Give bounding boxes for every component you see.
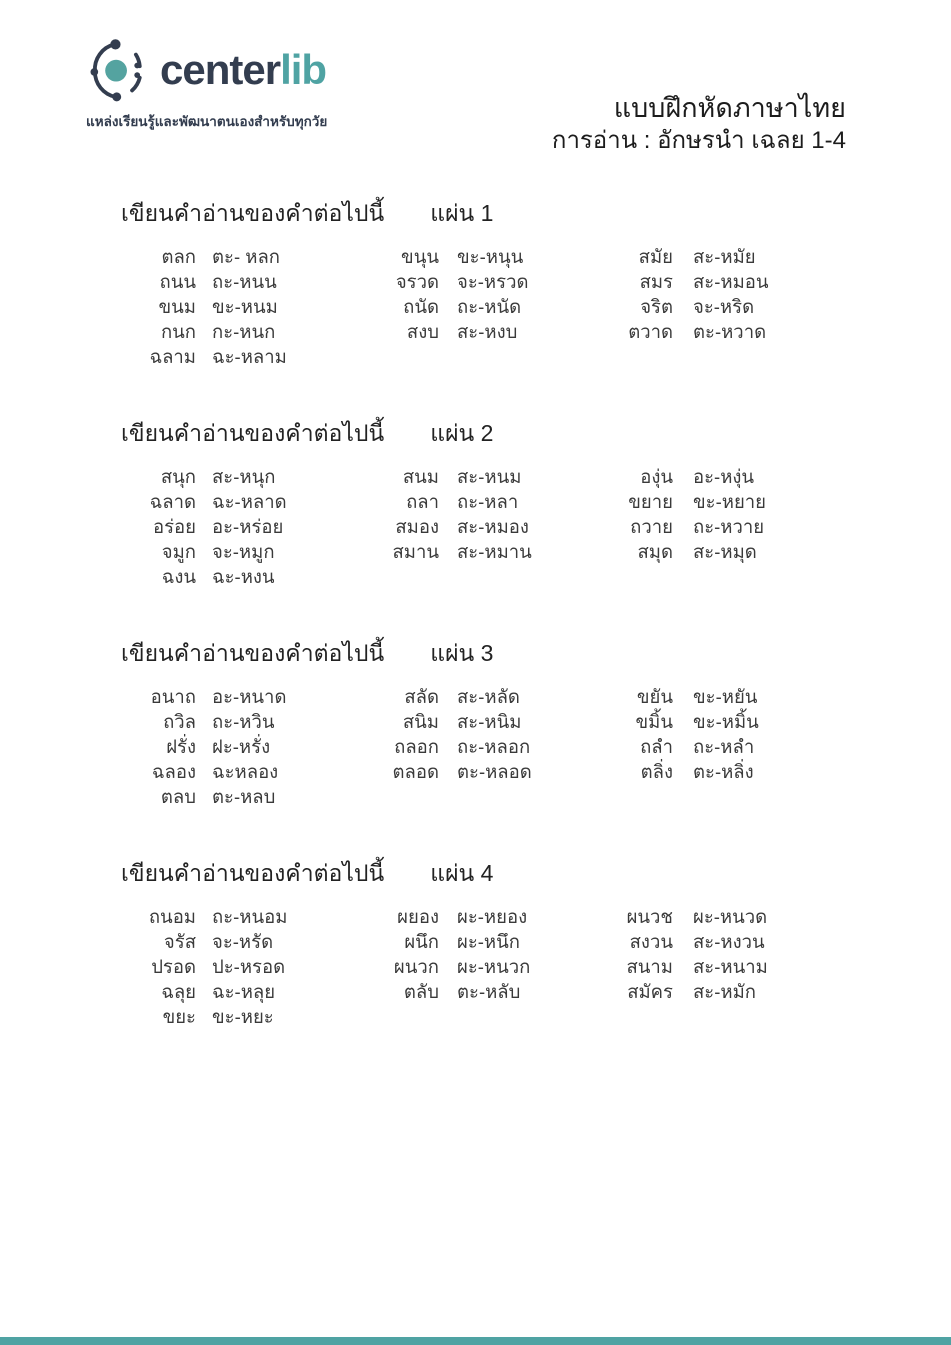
word-reading-answer: กะ-หนก [212, 321, 276, 342]
thai-word: ฉลาด [149, 491, 196, 512]
word-reading-answer: สะ-หมุด [693, 541, 757, 562]
thai-word: ขนม [158, 296, 196, 317]
word-entry [371, 489, 611, 514]
section-heading [121, 196, 951, 232]
word-entry [371, 929, 611, 954]
thai-word: ผนึก [404, 931, 439, 952]
word-entry [371, 539, 611, 564]
thai-word: สงวน [629, 931, 673, 952]
thai-word: จรวด [395, 271, 439, 292]
word-entry [371, 759, 611, 784]
word-reading-answer: สะ-หมัก [693, 981, 756, 1002]
centerlib-orbit-icon [86, 38, 150, 102]
word-reading-answer: ถะ-หวาย [693, 516, 765, 537]
word-entry [371, 979, 611, 1004]
thai-word: ตลอด [392, 761, 439, 782]
word-reading-answer: ขะ-หนม [212, 296, 278, 317]
word-column-3 [611, 464, 851, 564]
word-entry [121, 489, 371, 514]
word-reading-answer: ตะ-หลบ [212, 786, 276, 807]
section-columns [121, 244, 951, 369]
thai-word: ผยอง [397, 906, 439, 927]
thai-word: ขยะ [162, 1006, 196, 1027]
thai-word: ถนัด [403, 296, 439, 317]
thai-word: สมอง [395, 516, 439, 537]
word-reading-answer: ถะ-หลา [457, 491, 519, 512]
word-entry [371, 464, 611, 489]
word-reading-answer: อะ-หนาด [212, 686, 287, 707]
word-reading-answer: สะ-หมัย [693, 246, 756, 267]
word-entry [611, 734, 851, 759]
word-reading-answer: จะ-หรวด [457, 271, 529, 292]
thai-word: อนาถ [150, 686, 196, 707]
word-entry [371, 954, 611, 979]
word-reading-answer: ถะ-หนอม [212, 906, 288, 927]
word-reading-answer: ถะ-หนัด [457, 296, 522, 317]
section-heading [121, 416, 951, 452]
section-instruction: เขียนคำอ่านของคำต่อไปนี้ [121, 420, 385, 446]
word-entry [611, 464, 851, 489]
word-reading-answer: ฉะ-หลาม [212, 346, 287, 367]
logo [86, 38, 327, 132]
thai-word: ขนุน [401, 246, 439, 267]
thai-word: ขยัน [636, 686, 673, 707]
word-entry [121, 904, 371, 929]
word-reading-answer: จะ-หริด [693, 296, 755, 317]
word-reading-answer: ขะ-หยะ [212, 1006, 274, 1027]
thai-word: สมาน [392, 541, 439, 562]
thai-word: ถลอก [394, 736, 439, 757]
thai-word: ถนน [159, 271, 196, 292]
word-column-2 [371, 244, 611, 344]
thai-word: ขยาย [628, 491, 673, 512]
thai-word: สนุก [160, 466, 196, 487]
thai-word: ตวาด [628, 321, 673, 342]
word-entry [611, 269, 851, 294]
word-reading-answer: ฉะ-หลาด [212, 491, 287, 512]
word-reading-answer: ผะ-หนวก [457, 956, 531, 977]
word-entry [121, 684, 371, 709]
word-reading-answer: สะ-หมอน [693, 271, 769, 292]
section-sheet-4 [0, 856, 951, 1029]
word-entry [611, 244, 851, 269]
section-heading [121, 636, 951, 672]
sheet-number-label: แผ่น 2 [430, 420, 494, 446]
thai-word: ฉลาม [149, 346, 196, 367]
page-header [0, 0, 951, 180]
brand-center: center [160, 46, 281, 93]
thai-word: จริต [640, 296, 673, 317]
word-entry [371, 734, 611, 759]
word-entry [121, 954, 371, 979]
word-reading-answer: ขะ-หยัน [693, 686, 758, 707]
word-reading-answer: ขะ-หนุน [457, 246, 524, 267]
word-reading-answer: ตะ-หลิ่ง [693, 761, 754, 782]
word-entry [611, 319, 851, 344]
word-reading-answer: ขะ-หมิ้น [693, 711, 759, 732]
word-entry [611, 709, 851, 734]
word-column-1 [121, 684, 371, 809]
word-entry [611, 929, 851, 954]
word-column-3 [611, 904, 851, 1004]
word-reading-answer: อะ-หงุ่น [693, 466, 755, 487]
word-entry [121, 759, 371, 784]
word-reading-answer: ถะ-หวิน [212, 711, 275, 732]
word-entry [121, 784, 371, 809]
thai-word: ผนวช [626, 906, 673, 927]
word-reading-answer: ขะ-หยาย [693, 491, 767, 512]
section-columns [121, 904, 951, 1029]
thai-word: ขมิ้น [635, 711, 673, 732]
word-entry [121, 294, 371, 319]
thai-word: กนก [160, 321, 196, 342]
thai-word: สนาม [626, 956, 673, 977]
word-entry [121, 709, 371, 734]
brand-lib: lib [280, 46, 327, 93]
word-reading-answer: สะ-หนม [457, 466, 522, 487]
word-entry [121, 929, 371, 954]
word-reading-answer: ฉะ-หงน [212, 566, 275, 587]
word-column-1 [121, 244, 371, 369]
word-column-2 [371, 464, 611, 564]
thai-word: ถลา [406, 491, 439, 512]
document-title: แบบฝึกหัดภาษาไทย [613, 93, 846, 123]
word-reading-answer: ผะ-หยอง [457, 906, 528, 927]
thai-word: จมูก [161, 541, 196, 562]
word-entry [121, 514, 371, 539]
sheet-number-label: แผ่น 3 [430, 640, 494, 666]
sheet-number-label: แผ่น 1 [430, 200, 494, 226]
thai-word: ฉลอง [151, 761, 196, 782]
word-reading-answer: จะ-หรัด [212, 931, 274, 952]
word-entry [121, 244, 371, 269]
word-reading-answer: ผะ-หนึก [457, 931, 520, 952]
section-heading [121, 856, 951, 892]
thai-word: สมัย [638, 246, 673, 267]
word-column-3 [611, 244, 851, 344]
thai-word: องุ่น [640, 466, 673, 487]
word-reading-answer: สะ-หมอง [457, 516, 529, 537]
word-entry [121, 979, 371, 1004]
word-entry [121, 464, 371, 489]
word-entry [121, 734, 371, 759]
word-reading-answer: ตะ- หลก [212, 246, 280, 267]
thai-word: ฉงน [161, 566, 196, 587]
word-entry [121, 269, 371, 294]
word-entry [611, 294, 851, 319]
thai-word: ตลิ่ง [640, 761, 673, 782]
word-reading-answer: ปะ-หรอด [212, 956, 286, 977]
word-reading-answer: สะ-หลัด [457, 686, 520, 707]
word-entry [371, 244, 611, 269]
sheet-number-label: แผ่น 4 [430, 860, 494, 886]
word-entry [121, 1004, 371, 1029]
word-reading-answer: สะ-หนิม [457, 711, 522, 732]
section-columns [121, 464, 951, 589]
word-reading-answer: สะ-หงบ [457, 321, 518, 342]
word-entry [611, 759, 851, 784]
word-entry [611, 904, 851, 929]
word-entry [371, 269, 611, 294]
word-reading-answer: ผะ-หนวด [693, 906, 768, 927]
word-reading-answer: ฉะหลอง [212, 761, 279, 782]
section-columns [121, 684, 951, 809]
word-reading-answer: สะ-หนาม [693, 956, 768, 977]
word-entry [611, 954, 851, 979]
word-reading-answer: ถะ-หลำ [693, 736, 755, 757]
section-instruction: เขียนคำอ่านของคำต่อไปนี้ [121, 200, 385, 226]
word-entry [611, 979, 851, 1004]
word-column-2 [371, 904, 611, 1004]
thai-word: ถนอม [148, 906, 196, 927]
thai-word: ตลับ [403, 981, 439, 1002]
word-entry [611, 514, 851, 539]
word-reading-answer: อะ-หร่อย [212, 516, 284, 537]
word-entry [371, 684, 611, 709]
thai-word: ถวาย [630, 516, 673, 537]
word-column-3 [611, 684, 851, 784]
word-entry [121, 344, 371, 369]
word-reading-answer: ฉะ-หลุย [212, 981, 276, 1002]
thai-word: ฝรั่ง [166, 736, 196, 757]
thai-word: สมุด [637, 541, 673, 562]
thai-word: ตลบ [160, 786, 196, 807]
word-reading-answer: ตะ-หวาด [693, 321, 767, 342]
thai-word: ตลก [161, 246, 196, 267]
word-reading-answer: ถะ-หลอก [457, 736, 531, 757]
word-reading-answer: ฝะ-หรั่ง [212, 736, 271, 757]
word-entry [611, 539, 851, 564]
brand-wordmark [160, 46, 327, 93]
word-reading-answer: ตะ-หลอด [457, 761, 532, 782]
word-reading-answer: ถะ-หนน [212, 271, 277, 292]
thai-word: ถลำ [640, 736, 673, 757]
thai-word: สมร [639, 271, 673, 292]
word-reading-answer: สะ-หนุก [212, 466, 276, 487]
word-entry [611, 684, 851, 709]
thai-word: อร่อย [153, 516, 196, 537]
word-entry [371, 709, 611, 734]
word-entry [371, 294, 611, 319]
thai-word: ฉลุย [161, 981, 196, 1002]
word-column-1 [121, 904, 371, 1029]
thai-word: ผนวก [393, 956, 439, 977]
section-sheet-2 [0, 416, 951, 589]
word-reading-answer: สะ-หมาน [457, 541, 532, 562]
word-column-2 [371, 684, 611, 784]
section-instruction: เขียนคำอ่านของคำต่อไปนี้ [121, 860, 385, 886]
thai-word: สนม [402, 466, 439, 487]
word-reading-answer: ตะ-หลับ [457, 981, 521, 1002]
word-reading-answer: จะ-หมูก [212, 541, 275, 562]
word-reading-answer: สะ-หงวน [693, 931, 765, 952]
thai-word: สลัด [404, 686, 439, 707]
thai-word: จรัส [163, 931, 196, 952]
word-entry [121, 539, 371, 564]
thai-word: สนิม [402, 711, 439, 732]
thai-word: ปรอด [151, 956, 196, 977]
word-entry [611, 489, 851, 514]
section-sheet-1 [0, 196, 951, 369]
word-entry [371, 904, 611, 929]
word-column-1 [121, 464, 371, 589]
word-entry [371, 319, 611, 344]
section-sheet-3 [0, 636, 951, 809]
thai-word: สงบ [406, 321, 439, 342]
thai-word: ถวิล [163, 711, 196, 732]
word-entry [371, 514, 611, 539]
thai-word: สมัคร [627, 981, 673, 1002]
footer-accent-bar [0, 1337, 951, 1345]
document-title-block [552, 92, 846, 159]
document-subtitle: การอ่าน : อักษรนำ เฉลย 1-4 [551, 127, 846, 155]
worksheet-sections [0, 196, 951, 1076]
word-entry [121, 564, 371, 589]
section-instruction: เขียนคำอ่านของคำต่อไปนี้ [121, 640, 385, 666]
brand-tagline: แหล่งเรียนรู้และพัฒนาตนเองสำหรับทุกวัย [86, 114, 328, 129]
word-entry [121, 319, 371, 344]
